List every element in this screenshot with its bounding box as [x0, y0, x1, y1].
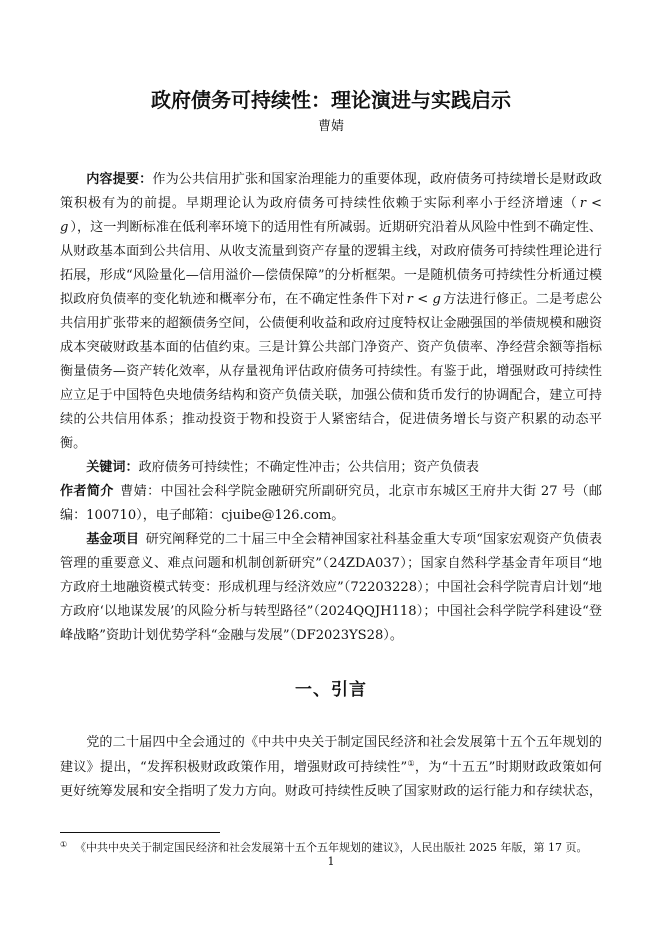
footnote-reference: ①	[407, 758, 415, 768]
footnote-divider	[60, 832, 220, 833]
keywords-label: 关键词：	[86, 460, 139, 475]
abstract-math-2: r < g	[406, 292, 441, 307]
abstract	[60, 168, 602, 456]
footnote-text: 《中共中央关于制定国民经济和社会发展第十五个五年规划的建议》，人民出版社 2025 年版，第 17 页。	[75, 841, 588, 854]
funding-text: 研究阐释党的二十届三中全会精神国家社科基金重大专项“国家宏观资产负债表管理的重要意义、难点问题和机制创新研究”（24ZDA037）；国家自然科学基金青年项目“地方政府土地融资模式转变：形成机理与经济效应”（72203228）；中国社会科学院青启计划“地方政府‘以地谋发展’的风险分析与转型路径”（2024QQJH118）；中国社会科学院学科建设“登峰战略”资助计划优势学科“金融与发展”（DF2023YS28）。	[60, 532, 602, 643]
footnote: ① 《中共中央关于制定国民经济和社会发展第十五个五年规划的建议》，人民出版社 2025 年版，第 17 页。	[60, 840, 588, 854]
funding	[60, 528, 602, 648]
body-text-2: ，为“十五五”时期财政政策如何更好统筹发展和安全指明了发力方向。财政可持续性反映了国家财政的运行能力和存续状态，	[60, 759, 603, 799]
front-matter	[60, 168, 602, 648]
author-intro	[60, 480, 602, 528]
body-paragraph	[60, 731, 602, 805]
abstract-text-3: 方法进行修正。二是考虑公共信用扩张带来的超额债务空间，公债便利收益和政府过度特权让金融强国的举债规模和融资成本突破财政基本面的估值约束。三是计算公共部门净资产、资产负债率、净经营余额等指标衡量债务—资产转化效率，从存量视角评估政府债务可持续性。有鉴于此，增强财政可持续性应立足于中国特色央地债务结构和资产负债关联，加强公债和货币发行的协调配合，建立可持续的公共信用体系；推动投资于物和投资于人紧密结合，促进债务增长与资产积累的动态平衡。	[60, 292, 603, 451]
funding-label: 基金项目	[86, 532, 140, 547]
author-intro-text: 曹婧：中国社会科学院金融研究所副研究员，北京市东城区王府井大街 27 号（邮编：100710），电子邮箱：cjuibe@126.com。	[60, 484, 603, 523]
paper-author: 曹婧	[317, 119, 344, 134]
page-number: 1	[327, 855, 335, 868]
keywords	[60, 456, 602, 480]
abstract-math-1: r < g	[60, 196, 602, 235]
body-text-1: 党的二十届四中全会通过的《中共中央关于制定国民经济和社会发展第十五个五年规划的建议》提出，“发挥积极财政政策作用，增强财政可持续性”	[60, 735, 602, 775]
paper-title: 政府债务可持续性：理论演进与实践启示	[151, 88, 511, 112]
abstract-label: 内容提要：	[86, 172, 153, 187]
author-intro-label: 作者简介	[60, 484, 114, 499]
abstract-text-2: ），这一判断标准在低利率环境下的适用性有所减弱。近期研究沿着从风险中性到不确定性、从财政基本面到公共信用、从收支流量到资产存量的逻辑主线，对政府债务可持续性理论进行拓展，形成“风险量化—信用溢价—偿债保障”的分析框架。一是随机债务可持续性分析通过模拟政府负债率的变化轨迹和概率分布，在不确定性条件下对	[60, 220, 602, 307]
abstract-text-1: 作为公共信用扩张和国家治理能力的重要体现，政府债务可持续增长是财政政策积极有为的前提。早期理论认为政府债务可持续性依赖于实际利率小于经济增速（	[60, 172, 603, 211]
keywords-text: 政府债务可持续性；不确定性冲击；公共信用；资产负债表	[138, 460, 479, 475]
section-heading-introduction: 一、引言	[295, 680, 367, 700]
